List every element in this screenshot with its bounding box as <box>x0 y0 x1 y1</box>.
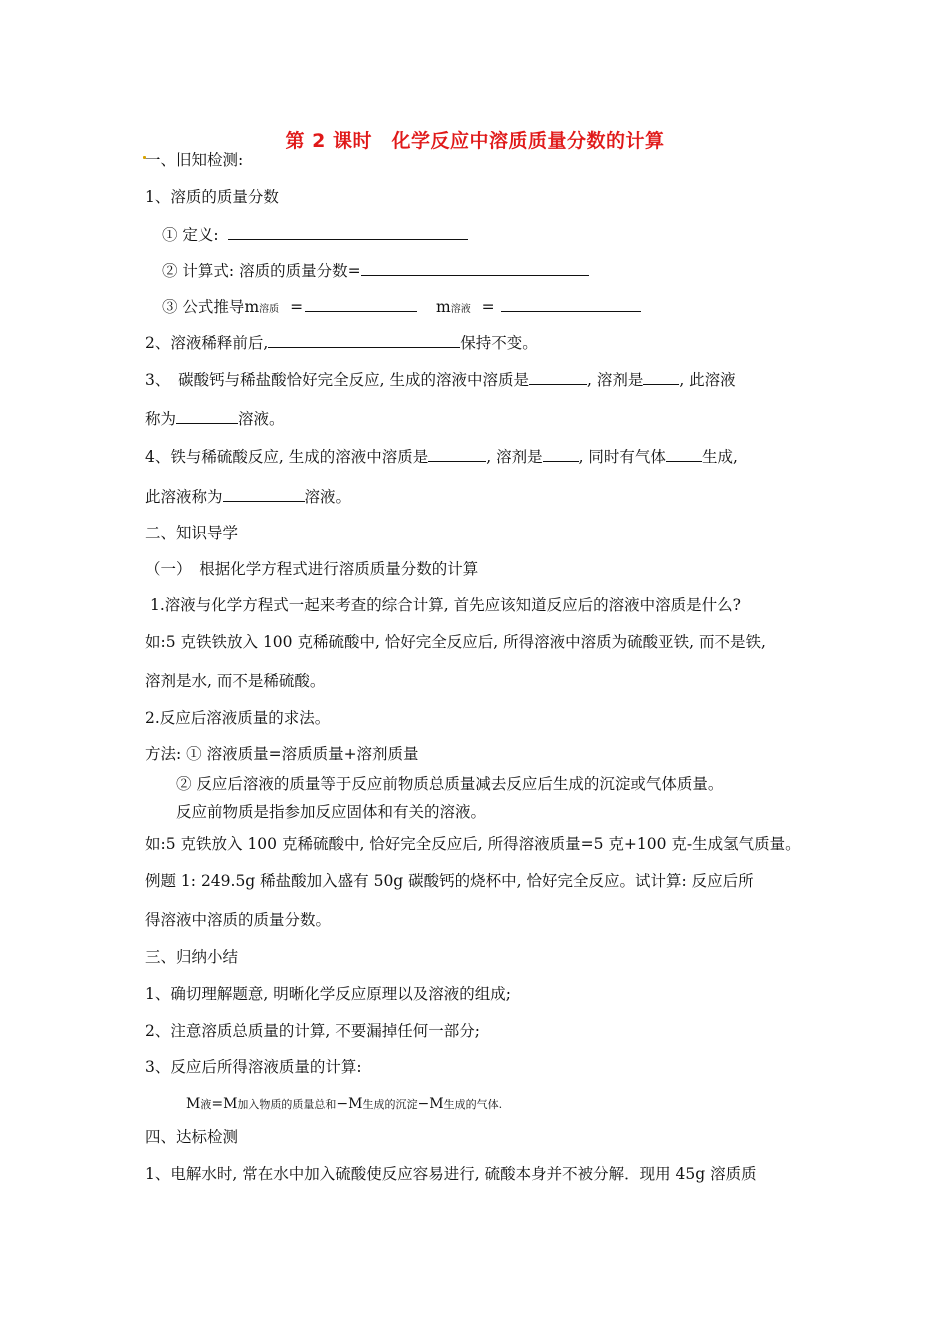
q1-definition-label: ① 定义: <box>162 226 219 244</box>
q3-solute-blank[interactable] <box>529 369 587 385</box>
formula-subscript: 液 <box>200 1098 212 1111</box>
formula-symbol: −M <box>336 1096 363 1112</box>
q4-line <box>145 446 738 467</box>
q3-solvent-label: , 溶剂是 <box>586 371 644 389</box>
q4-solution-label: 溶液。 <box>304 488 352 506</box>
method-line-1: 方法: ① 溶液质量=溶质质量+溶剂质量 <box>145 745 419 763</box>
example-1-cont: 得溶液中溶质的质量分数。 <box>145 911 332 929</box>
q2-line <box>145 332 538 353</box>
q3-line-2 <box>145 408 285 429</box>
paragraph: 1.溶液与化学方程式一起来考查的综合计算, 首先应该知道反应后的溶液中溶质是什么? <box>150 596 741 614</box>
q3-called-label: 称为 <box>145 410 177 428</box>
q1-text: 1、溶质的质量分数 <box>145 188 279 206</box>
m-symbol: m <box>436 298 451 316</box>
formula-blank[interactable] <box>361 260 589 276</box>
q2-text-end: 保持不变。 <box>460 334 538 352</box>
q4-called-label: 此溶液称为 <box>145 488 223 506</box>
q4-line-2 <box>145 486 351 507</box>
paragraph: 2.反应后溶液质量的求法。 <box>145 709 331 727</box>
section-2-heading: 二、知识导学 <box>145 524 239 542</box>
q4-solute-blank[interactable] <box>428 446 486 462</box>
q4-gas-label: , 同时有气体 <box>578 448 666 466</box>
summary-item-1: 1、确切理解题意, 明晰化学反应原理以及溶液的组成; <box>145 985 511 1003</box>
section-1-heading: 一、旧知检测: <box>145 151 244 169</box>
equals-sign: = <box>481 298 495 316</box>
m-subscript-solute: 溶质 <box>259 304 280 315</box>
paragraph: 如:5 克铁放入 100 克稀硫酸中, 恰好完全反应后, 所得溶液质量=5 克+100 克-生成氢气质量。 <box>145 835 801 853</box>
definition-blank[interactable] <box>228 224 468 240</box>
q2-blank[interactable] <box>268 332 460 348</box>
q4-gas-blank[interactable] <box>666 446 702 462</box>
q4-name-blank[interactable] <box>223 486 305 502</box>
q4-solvent-blank[interactable] <box>543 446 579 462</box>
q3-solvent-blank[interactable] <box>643 369 679 385</box>
q3-name-blank[interactable] <box>176 408 238 424</box>
formula-symbol: M <box>186 1096 201 1112</box>
m-solute-blank[interactable] <box>305 296 417 312</box>
page-title: 第 2 课时 化学反应中溶质质量分数的计算 <box>285 130 665 152</box>
formula-subscript: 加入物质的质量总和 <box>237 1098 337 1111</box>
q1-formula <box>162 260 589 281</box>
mass-formula <box>186 1093 502 1115</box>
method-line-3: 反应前物质是指参加反应固体和有关的溶液。 <box>176 803 487 821</box>
summary-item-3: 3、反应后所得溶液质量的计算: <box>145 1058 362 1076</box>
q1-derivation <box>162 296 641 320</box>
q1-formula-label: ② 计算式: 溶质的质量分数= <box>162 262 361 280</box>
m-solution-blank[interactable] <box>501 296 641 312</box>
q3-text: 3、 碳酸钙与稀盐酸恰好完全反应, 生成的溶液中溶质是 <box>145 371 529 389</box>
q1-definition <box>162 224 468 245</box>
section-2-subheading: （一） 根据化学方程式进行溶质质量分数的计算 <box>145 560 479 578</box>
q3-solution-label: 溶液。 <box>238 410 285 428</box>
formula-symbol: −M <box>417 1096 444 1112</box>
m-subscript-solution: 溶液 <box>450 304 471 315</box>
q2-text: 2、溶液稀释前后, <box>145 334 269 352</box>
m-symbol: m <box>244 298 260 316</box>
q3-line <box>145 369 736 390</box>
formula-subscript: 生成的沉淀 <box>362 1098 418 1111</box>
q3-text-end: , 此溶液 <box>679 371 736 389</box>
formula-end: . <box>498 1098 503 1111</box>
example-1: 例题 1: 249.5g 稀盐酸加入盛有 50g 碳酸钙的烧杯中, 恰好完全反应。试计算: 反应后所 <box>145 872 754 890</box>
q4-solvent-label: , 溶剂是 <box>486 448 543 466</box>
q4-text: 4、铁与稀硫酸反应, 生成的溶液中溶质是 <box>145 448 429 466</box>
summary-item-2: 2、注意溶质总质量的计算, 不要漏掉任何一部分; <box>145 1022 480 1040</box>
section-3-heading: 三、归纳小结 <box>145 948 239 966</box>
q1-derivation-label: ③ 公式推导 <box>162 298 245 316</box>
method-line-2: ② 反应后溶液的质量等于反应前物质总质量减去反应后生成的沉淀或气体质量。 <box>176 775 724 793</box>
paragraph: 如:5 克铁铁放入 100 克稀硫酸中, 恰好完全反应后, 所得溶液中溶质为硫酸亚铁, 而不是铁, <box>145 633 766 651</box>
equals-sign: = <box>290 298 304 316</box>
formula-subscript: 生成的气体 <box>443 1098 499 1111</box>
exercise-1: 1、电解水时, 常在水中加入硫酸使反应容易进行, 硫酸本身并不被分解．现用 45g 溶质质 <box>145 1165 757 1183</box>
formula-symbol: =M <box>211 1096 238 1112</box>
q4-text-end: 生成, <box>701 448 738 466</box>
paragraph: 溶剂是水, 而不是稀硫酸。 <box>145 672 326 690</box>
section-4-heading: 四、达标检测 <box>145 1128 239 1146</box>
